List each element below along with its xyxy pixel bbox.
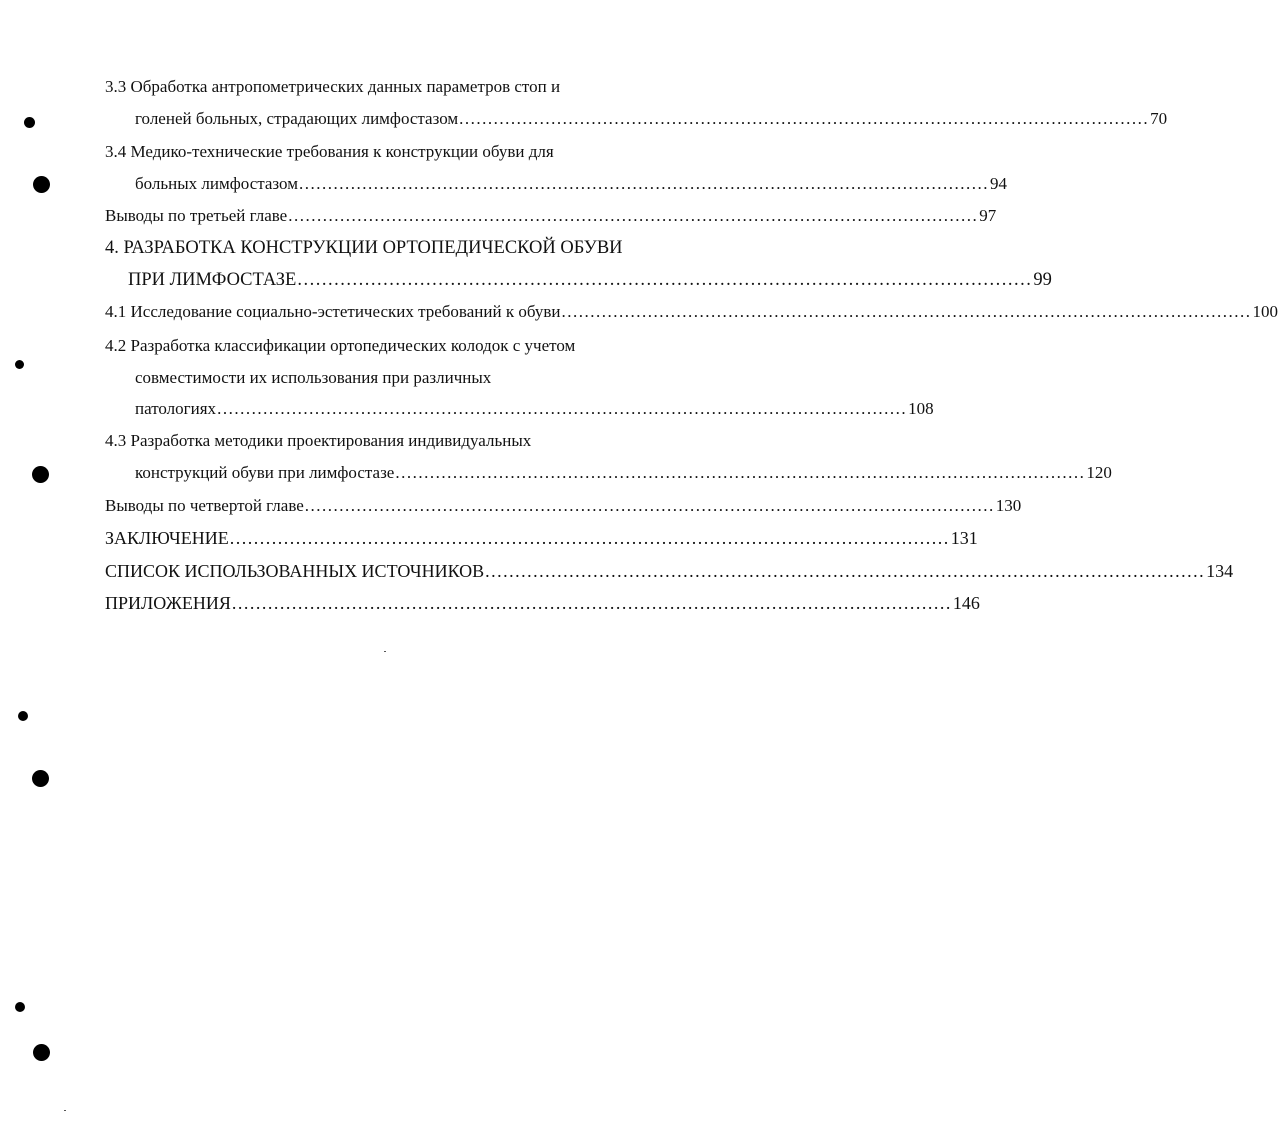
- toc-entry-title: 3.4 Медико-технические требования к конструкции обуви для: [105, 142, 554, 161]
- toc-page-number: 94: [990, 174, 1007, 193]
- toc-entry-title: СПИСОК ИСПОЛЬЗОВАННЫХ ИСТОЧНИКОВ: [105, 561, 485, 581]
- toc-entry-title: голеней больных, страдающих лимфостазом: [135, 109, 459, 128]
- toc-entry-line: [135, 460, 1112, 486]
- toc-leader-dots: ........................................................................................................................: [231, 593, 952, 613]
- toc-entry-title: Выводы по четвертой главе: [105, 496, 304, 515]
- toc-entry-line: [105, 203, 997, 229]
- punch-hole-mark: [15, 360, 24, 369]
- toc-page-number: 131: [950, 528, 978, 548]
- toc-leader-dots: ........................................................................................................................: [297, 270, 1033, 290]
- scan-speck: [64, 1110, 66, 1111]
- toc-leader-dots: ........................................................................................................................: [561, 302, 1252, 321]
- punch-hole-mark: [18, 711, 28, 721]
- toc-entry-line: [105, 299, 1278, 325]
- toc-leader-dots: ........................................................................................................................: [304, 496, 995, 515]
- toc-chapter-title: ПРИ ЛИМФОСТАЗЕ: [128, 270, 297, 290]
- toc-entry-line: [105, 139, 725, 165]
- toc-entry-title: 3.3 Обработка антропометрических данных параметров стоп и: [105, 77, 561, 96]
- punch-hole-mark: [32, 770, 49, 787]
- punch-hole-mark: [32, 466, 49, 483]
- toc-entry-line: [105, 493, 1022, 519]
- toc-leader-dots: ........................................................................................................................: [217, 399, 908, 418]
- toc-entry-title: Выводы по третьей главе: [105, 206, 288, 225]
- toc-leader-dots: ........................................................................................................................: [395, 463, 1086, 482]
- toc-entry-title: ЗАКЛЮЧЕНИЕ: [105, 528, 229, 548]
- toc-entry-line: [135, 396, 934, 422]
- toc-entry-line: [105, 428, 725, 454]
- toc-entry-title: патологиях: [135, 399, 217, 418]
- toc-entry-title: совместимости их использования при различных: [135, 368, 492, 387]
- punch-hole-mark: [33, 176, 50, 193]
- toc-page-number: 146: [952, 593, 980, 613]
- punch-hole-mark: [24, 117, 35, 128]
- toc-page-number: 99: [1033, 270, 1052, 290]
- toc-page-number: 70: [1150, 109, 1168, 128]
- toc-page-number: 97: [979, 206, 997, 225]
- toc-entry-line: [105, 590, 980, 616]
- toc-entry-title: больных лимфостазом: [135, 174, 298, 193]
- toc-page-number: 120: [1086, 463, 1112, 482]
- toc-page-number: 130: [995, 496, 1022, 515]
- toc-entry-line: [105, 74, 725, 100]
- toc-entry-title: 4.1 Исследование социально-эстетических требований к обуви: [105, 302, 561, 321]
- toc-page-number: 134: [1206, 561, 1234, 581]
- scan-speck: [384, 651, 386, 652]
- punch-hole-mark: [15, 1002, 25, 1012]
- toc-entry-line: [105, 558, 1234, 584]
- toc-leader-dots: ........................................................................................................................: [299, 174, 989, 193]
- toc-entry-line: [135, 171, 1007, 197]
- toc-entry-title: ПРИЛОЖЕНИЯ: [105, 593, 231, 613]
- toc-leader-dots: ........................................................................................................................: [229, 528, 950, 548]
- punch-hole-mark: [33, 1044, 50, 1061]
- toc-leader-dots: ........................................................................................................................: [485, 561, 1206, 581]
- toc-chapter-title: 4. РАЗРАБОТКА КОНСТРУКЦИИ ОРТОПЕДИЧЕСКОЙ ОБУВИ: [105, 238, 623, 258]
- toc-entry-line: [105, 333, 725, 359]
- toc-chapter-line: [128, 267, 1052, 293]
- toc-page-number: 100: [1252, 302, 1278, 321]
- toc-page-number: 108: [908, 399, 934, 418]
- toc-entry-line: [135, 365, 725, 391]
- toc-entry-title: 4.2 Разработка классификации ортопедических колодок с учетом: [105, 336, 576, 355]
- toc-entry-title: конструкций обуви при лимфостазе: [135, 463, 395, 482]
- toc-chapter-line: [105, 235, 725, 261]
- toc-entry-line: [135, 106, 1168, 132]
- toc-entry-title: 4.3 Разработка методики проектирования индивидуальных: [105, 431, 532, 450]
- toc-entry-line: [105, 525, 978, 551]
- toc-leader-dots: ........................................................................................................................: [288, 206, 979, 225]
- toc-leader-dots: ........................................................................................................................: [459, 109, 1150, 128]
